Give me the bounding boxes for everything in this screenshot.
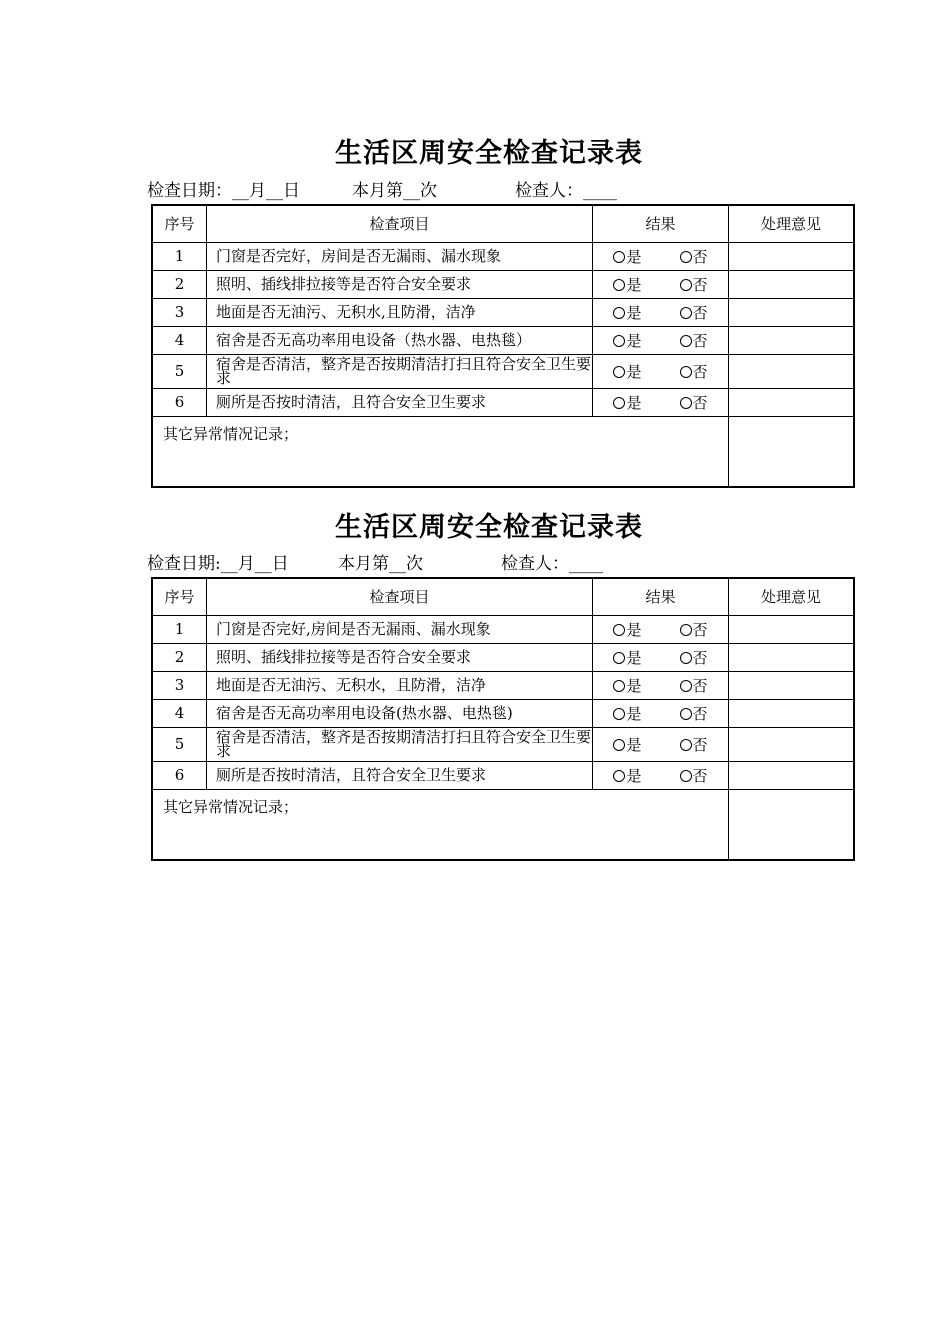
result-options (593, 242, 729, 270)
inspection-date-field[interactable]: 检查日期：__月__日 (147, 181, 300, 201)
row-no: 4 (152, 699, 207, 727)
row-no: 2 (152, 270, 207, 298)
other-notes-cell[interactable] (152, 416, 729, 487)
yes-radio[interactable] (613, 647, 641, 668)
opinion-cell[interactable] (729, 416, 855, 487)
radio-circle-icon (613, 251, 625, 263)
yes-radio[interactable] (613, 734, 641, 755)
no-label: 否 (692, 303, 708, 322)
yes-radio[interactable] (613, 330, 641, 351)
yes-label: 是 (626, 766, 642, 785)
header-opinion: 处理意见 (729, 205, 855, 242)
radio-circle-icon (680, 624, 692, 636)
radio-circle-icon (680, 739, 692, 751)
table-row (152, 615, 854, 643)
table-row (152, 761, 854, 789)
other-notes-label: 其它异常情况记录； (163, 797, 299, 816)
result-options (593, 298, 729, 326)
radio-circle-icon (613, 770, 625, 782)
opinion-cell[interactable] (729, 727, 855, 761)
table-row (152, 354, 854, 388)
table-header-row (152, 578, 854, 615)
radio-circle-icon (613, 279, 625, 291)
no-radio[interactable] (680, 330, 708, 351)
inspector-field[interactable]: 检查人：____ (515, 181, 617, 201)
row-item: 地面是否无油污、无积水,且防滑，洁净 (207, 298, 593, 326)
result-options (593, 615, 729, 643)
row-no: 2 (152, 643, 207, 671)
month-count-field[interactable]: 本月第__次 (352, 181, 437, 201)
form-title: 生活区周安全检查记录表 (335, 512, 643, 543)
row-item: 厕所是否按时清洁，且符合安全卫生要求 (207, 761, 593, 789)
yes-label: 是 (626, 648, 642, 667)
radio-circle-icon (613, 680, 625, 692)
no-radio[interactable] (680, 734, 708, 755)
yes-label: 是 (626, 247, 642, 266)
opinion-cell[interactable] (729, 242, 855, 270)
table-row (152, 242, 854, 270)
row-no: 1 (152, 615, 207, 643)
radio-circle-icon (613, 739, 625, 751)
row-item: 宿舍是否清洁，整齐是否按期清洁打扫且符合安全卫生要求 (207, 727, 593, 761)
no-label: 否 (692, 247, 708, 266)
opinion-cell[interactable] (729, 354, 855, 388)
yes-label: 是 (626, 303, 642, 322)
yes-label: 是 (626, 275, 642, 294)
radio-circle-icon (680, 366, 692, 378)
opinion-cell[interactable] (729, 761, 855, 789)
row-item: 照明、插线排拉接等是否符合安全要求 (207, 270, 593, 298)
row-no: 4 (152, 326, 207, 354)
row-no: 6 (152, 761, 207, 789)
header-item: 检查项目 (207, 578, 593, 615)
result-options (593, 270, 729, 298)
yes-label: 是 (626, 620, 642, 639)
result-options (593, 643, 729, 671)
result-options (593, 326, 729, 354)
row-no: 6 (152, 388, 207, 416)
no-radio[interactable] (680, 703, 708, 724)
radio-circle-icon (680, 770, 692, 782)
result-options (593, 699, 729, 727)
header-result: 结果 (593, 205, 729, 242)
no-radio[interactable] (680, 675, 708, 696)
table-row (152, 298, 854, 326)
no-label: 否 (692, 331, 708, 350)
no-radio[interactable] (680, 302, 708, 323)
no-radio[interactable] (680, 619, 708, 640)
yes-radio[interactable] (613, 274, 641, 295)
no-label: 否 (692, 766, 708, 785)
no-label: 否 (692, 362, 708, 381)
no-radio[interactable] (680, 274, 708, 295)
no-label: 否 (692, 735, 708, 754)
radio-circle-icon (613, 307, 625, 319)
row-item: 厕所是否按时清洁，且符合安全卫生要求 (207, 388, 593, 416)
no-radio[interactable] (680, 361, 708, 382)
opinion-cell[interactable] (729, 298, 855, 326)
other-notes-label: 其它异常情况记录； (163, 424, 299, 443)
row-no: 5 (152, 354, 207, 388)
header-no: 序号 (152, 578, 207, 615)
yes-radio[interactable] (613, 392, 641, 413)
radio-circle-icon (680, 251, 692, 263)
table-row (152, 699, 854, 727)
radio-circle-icon (680, 680, 692, 692)
table-row (152, 671, 854, 699)
no-label: 否 (692, 676, 708, 695)
no-radio[interactable] (680, 765, 708, 786)
row-no: 5 (152, 727, 207, 761)
radio-circle-icon (680, 397, 692, 409)
opinion-cell[interactable] (729, 671, 855, 699)
radio-circle-icon (680, 279, 692, 291)
no-label: 否 (692, 275, 708, 294)
other-notes-cell[interactable] (152, 789, 729, 860)
yes-radio[interactable] (613, 675, 641, 696)
result-options (593, 671, 729, 699)
opinion-cell[interactable] (729, 789, 855, 860)
opinion-cell[interactable] (729, 388, 855, 416)
opinion-cell[interactable] (729, 699, 855, 727)
header-result: 结果 (593, 578, 729, 615)
radio-circle-icon (613, 624, 625, 636)
inspector-field[interactable]: 检查人：____ (501, 554, 603, 574)
inspection-table (151, 204, 855, 488)
header-item: 检查项目 (207, 205, 593, 242)
no-label: 否 (692, 620, 708, 639)
row-item: 照明、插线排拉接等是否符合安全要求 (207, 643, 593, 671)
no-radio[interactable] (680, 392, 708, 413)
table-row (152, 727, 854, 761)
no-label: 否 (692, 648, 708, 667)
radio-circle-icon (613, 366, 625, 378)
row-item: 门窗是否完好，房间是否无漏雨、漏水现象 (207, 242, 593, 270)
table-row (152, 326, 854, 354)
row-no: 1 (152, 242, 207, 270)
no-label: 否 (692, 704, 708, 723)
yes-label: 是 (626, 735, 642, 754)
table-row (152, 388, 854, 416)
yes-label: 是 (626, 704, 642, 723)
yes-label: 是 (626, 362, 642, 381)
form-title: 生活区周安全检查记录表 (335, 138, 643, 169)
yes-radio[interactable] (613, 246, 641, 267)
yes-label: 是 (626, 676, 642, 695)
radio-circle-icon (613, 708, 625, 720)
no-radio[interactable] (680, 647, 708, 668)
table-row (152, 643, 854, 671)
radio-circle-icon (680, 307, 692, 319)
row-no: 3 (152, 671, 207, 699)
result-options (593, 388, 729, 416)
result-options (593, 354, 729, 388)
radio-circle-icon (613, 652, 625, 664)
radio-circle-icon (680, 335, 692, 347)
table-row (152, 270, 854, 298)
other-notes-row (152, 416, 854, 487)
yes-radio[interactable] (613, 361, 641, 382)
opinion-cell[interactable] (729, 615, 855, 643)
inspection-date-field[interactable]: 检查日期:__月__日 (147, 554, 289, 574)
other-notes-row (152, 789, 854, 860)
radio-circle-icon (613, 335, 625, 347)
inspection-table (151, 577, 855, 861)
row-item: 门窗是否完好,房间是否无漏雨、漏水现象 (207, 615, 593, 643)
yes-radio[interactable] (613, 302, 641, 323)
yes-radio[interactable] (613, 703, 641, 724)
row-item: 宿舍是否无高功率用电设备（热水器、电热毯） (207, 326, 593, 354)
result-options (593, 727, 729, 761)
radio-circle-icon (680, 652, 692, 664)
opinion-cell[interactable] (729, 326, 855, 354)
header-opinion: 处理意见 (729, 578, 855, 615)
row-item: 地面是否无油污、无积水，且防滑，洁净 (207, 671, 593, 699)
opinion-cell[interactable] (729, 643, 855, 671)
row-no: 3 (152, 298, 207, 326)
row-item: 宿舍是否清洁，整齐是否按期清洁打扫且符合安全卫生要求 (207, 354, 593, 388)
no-radio[interactable] (680, 246, 708, 267)
yes-label: 是 (626, 331, 642, 350)
yes-label: 是 (626, 393, 642, 412)
table-header-row (152, 205, 854, 242)
header-no: 序号 (152, 205, 207, 242)
yes-radio[interactable] (613, 765, 641, 786)
radio-circle-icon (680, 708, 692, 720)
radio-circle-icon (613, 397, 625, 409)
yes-radio[interactable] (613, 619, 641, 640)
result-options (593, 761, 729, 789)
month-count-field[interactable]: 本月第__次 (338, 554, 423, 574)
opinion-cell[interactable] (729, 270, 855, 298)
no-label: 否 (692, 393, 708, 412)
row-item: 宿舍是否无高功率用电设备(热水器、电热毯) (207, 699, 593, 727)
